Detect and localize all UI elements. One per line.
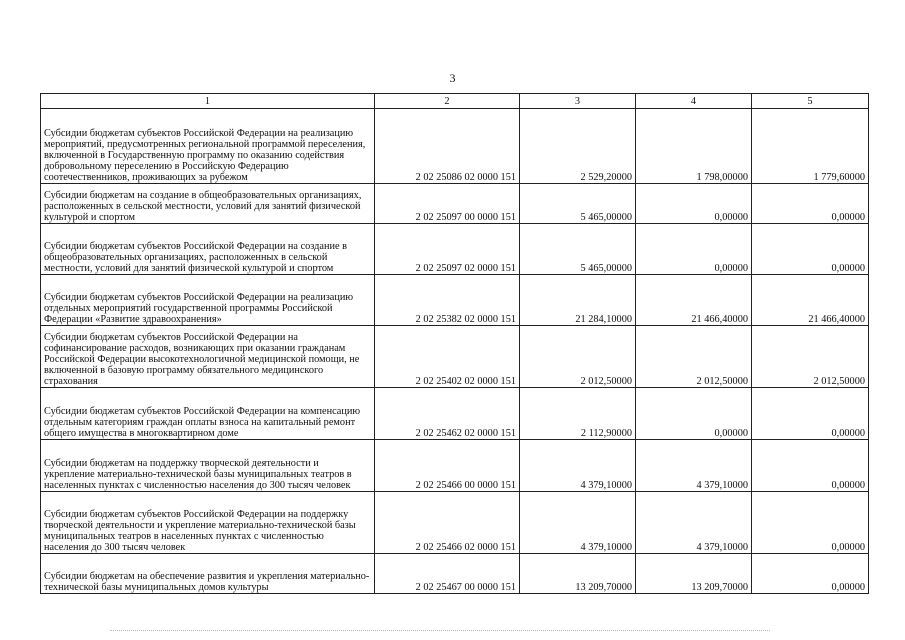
amount-column-5: 1 779,60000: [752, 109, 869, 184]
amount-column-5: 0,00000: [752, 554, 869, 594]
table-row: [41, 184, 869, 224]
table-row: [41, 275, 869, 326]
budget-classification-code: 2 02 25462 02 0000 151: [375, 388, 520, 440]
row-description: Субсидии бюджетам субъектов Российской Федерации на реализацию отдельных мероприятий государственной программы Российской Федерации «Развитие здравоохранения»: [41, 275, 375, 326]
amount-column-4: 2 012,50000: [636, 326, 752, 388]
column-header-2: 2: [375, 94, 520, 109]
row-description: Субсидии бюджетам на создание в общеобразовательных организациях, расположенных в сельской местности, условий для занятий физической культурой и спортом: [41, 184, 375, 224]
amount-column-5: 21 466,40000: [752, 275, 869, 326]
amount-column-4: 0,00000: [636, 184, 752, 224]
amount-column-4: 4 379,10000: [636, 440, 752, 492]
amount-column-5: 0,00000: [752, 492, 869, 554]
budget-classification-code: 2 02 25097 02 0000 151: [375, 224, 520, 275]
amount-column-5: 0,00000: [752, 388, 869, 440]
amount-column-5: 0,00000: [752, 224, 869, 275]
row-description: Субсидии бюджетам субъектов Российской Федерации на создание в общеобразовательных организациях, расположенных в сельской местности, условий для занятий физической культурой и спортом: [41, 224, 375, 275]
budget-classification-code: 2 02 25402 02 0000 151: [375, 326, 520, 388]
amount-column-4: 1 798,00000: [636, 109, 752, 184]
amount-column-3: 5 465,00000: [520, 184, 636, 224]
amount-column-5: 2 012,50000: [752, 326, 869, 388]
row-description: Субсидии бюджетам на обеспечение развития и укрепления материально-технической базы муниципальных домов культуры: [41, 554, 375, 594]
column-header-3: 3: [520, 94, 636, 109]
amount-column-3: 4 379,10000: [520, 492, 636, 554]
page-bottom-edge: [110, 630, 770, 631]
amount-column-4: 0,00000: [636, 388, 752, 440]
row-description: Субсидии бюджетам на поддержку творческой деятельности и укрепление материально-технической базы муниципальных театров в населенных пунктах с численностью населения до 300 тысяч человек: [41, 440, 375, 492]
row-description: Субсидии бюджетам субъектов Российской Федерации на поддержку творческой деятельности и укрепление материально-технической базы муниципальных театров в населенных пунктах с численностью населения до 300 тысяч человек: [41, 492, 375, 554]
row-description: Субсидии бюджетам субъектов Российской Федерации на реализацию мероприятий, предусмотренных региональной программой переселения, включенной в Государственную программу по оказанию содействия добровольному переселению в Российскую Федерацию соотечественников, проживающих за рубежом: [41, 109, 375, 184]
budget-classification-code: 2 02 25086 02 0000 151: [375, 109, 520, 184]
budget-classification-code: 2 02 25466 02 0000 151: [375, 492, 520, 554]
amount-column-4: 21 466,40000: [636, 275, 752, 326]
amount-column-3: 4 379,10000: [520, 440, 636, 492]
amount-column-4: 0,00000: [636, 224, 752, 275]
table-row: [41, 492, 869, 554]
amount-column-5: 0,00000: [752, 184, 869, 224]
amount-column-5: 0,00000: [752, 440, 869, 492]
amount-column-3: 21 284,10000: [520, 275, 636, 326]
table-row: [41, 224, 869, 275]
amount-column-3: 2 529,20000: [520, 109, 636, 184]
budget-classification-code: 2 02 25467 00 0000 151: [375, 554, 520, 594]
amount-column-3: 2 112,90000: [520, 388, 636, 440]
table-row: [41, 440, 869, 492]
amount-column-4: 4 379,10000: [636, 492, 752, 554]
table-row: [41, 388, 869, 440]
amount-column-3: 5 465,00000: [520, 224, 636, 275]
table-row: [41, 554, 869, 594]
amount-column-3: 2 012,50000: [520, 326, 636, 388]
table-row: [41, 109, 869, 184]
budget-classification-code: 2 02 25097 00 0000 151: [375, 184, 520, 224]
subsidies-table: [40, 93, 869, 594]
budget-classification-code: 2 02 25382 02 0000 151: [375, 275, 520, 326]
budget-classification-code: 2 02 25466 00 0000 151: [375, 440, 520, 492]
table-row: [41, 326, 869, 388]
amount-column-4: 13 209,70000: [636, 554, 752, 594]
amount-column-3: 13 209,70000: [520, 554, 636, 594]
column-header-4: 4: [636, 94, 752, 109]
column-header-1: 1: [41, 94, 375, 109]
column-number-header-row: [41, 94, 869, 109]
column-header-5: 5: [752, 94, 869, 109]
page-number: 3: [449, 71, 456, 85]
row-description: Субсидии бюджетам субъектов Российской Федерации на софинансирование расходов, возникающих при оказании гражданам Российской Федерации высокотехнологичной медицинской помощи, не включенной в базовую программу обязательного медицинского страхования: [41, 326, 375, 388]
row-description: Субсидии бюджетам субъектов Российской Федерации на компенсацию отдельным категориям граждан оплаты взноса на капитальный ремонт общего имущества в многоквартирном доме: [41, 388, 375, 440]
